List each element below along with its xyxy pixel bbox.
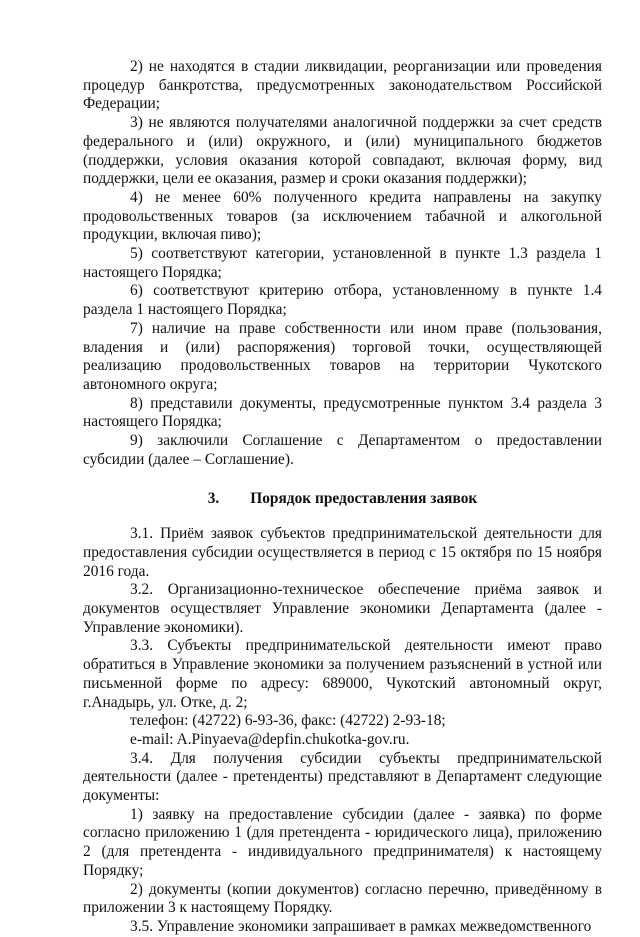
paragraph: 3.1. Приём заявок субъектов предпринимательской деятельности для предоставления субсидии осуществляется в период с 15 октября по 15 ноября 2016 года. [83, 525, 602, 580]
list-item: 6) соответствуют критерию отбора, установленному в пункте 1.4 раздела 1 настоящего Порядка; [83, 282, 602, 319]
paragraph: 3.2. Организационно-техническое обеспечение приёма заявок и документов осуществляет Управление экономики Департамента (далее - Управление экономики). [83, 581, 602, 636]
section-heading [83, 490, 602, 509]
section-number: 3. [207, 490, 220, 508]
list-item: 1) заявку на предоставление субсидии (далее - заявка) по форме согласно приложению 1 (для претендента - юридического лица), приложению 2 (для претендента - индивидуального предпринимателя) к настоящему Порядку; [83, 805, 602, 879]
list-item: 4) не менее 60% полученного кредита направлены на закупку продовольственных товаров (за исключением табачной и алкогольной продукции, включая пиво); [83, 188, 602, 244]
list-item: 2) документы (копии документов) согласно перечню, приведённому в приложении 3 к настоящему Порядку. [83, 880, 602, 917]
contact-email: e-mail: A.Pinyaeva@depfin.chukotka-gov.ru. [130, 730, 410, 748]
paragraph: 3.3. Субъекты предпринимательской деятельности имеют право обратиться в Управление экономики за получением разъяснений в устной или письменной форме по адресу: 689000, Чукотский автономный округ, г.Анадырь, ул. Отке, д. 2; [83, 637, 602, 711]
section-title: Порядок предоставления заявок [250, 490, 478, 508]
list-item: 7) наличие на праве собственности или ином праве (пользования, владения и (или) распоряжения) торговой точки, осуществляющей реализацию продовольственных товаров на территории Чукотского автономного округа; [83, 319, 602, 393]
list-item: 5) соответствуют категории, установленной в пункте 1.3 раздела 1 настоящего Порядка; [83, 245, 602, 281]
list-item: 9) заключили Соглашение с Департаментом о предоставлении субсидии (далее – Соглашение). [83, 432, 602, 468]
paragraph: 3.4. Для получения субсидии субъекты предпринимательской деятельности (далее - претенденты) представляют в Департамент следующие документы: [83, 749, 602, 805]
paragraph: 3.5. Управление экономики запрашивает в рамках межведомственного [130, 917, 592, 935]
contact-phone: телефон: (42722) 6-93-36, факс: (42722) 2-93-18; [130, 712, 446, 730]
list-item: 3) не являются получателями аналогичной поддержки за счет средств федерального и (или) окружного, и (или) муниципального бюджетов (поддержки, условия оказания которой совпадают, включая форму, вид поддержки, цели ее оказания, размер и сроки оказания поддержки); [83, 114, 602, 188]
list-item: 8) представили документы, предусмотренные пунктом 3.4 раздела 3 настоящего Порядка; [83, 394, 602, 431]
section-body [83, 525, 602, 936]
requirements-list [83, 58, 602, 469]
list-item: 2) не находятся в стадии ликвидации, реорганизации или проведения процедур банкротства, предусмотренных законодательством Российской Федерации; [83, 58, 602, 113]
